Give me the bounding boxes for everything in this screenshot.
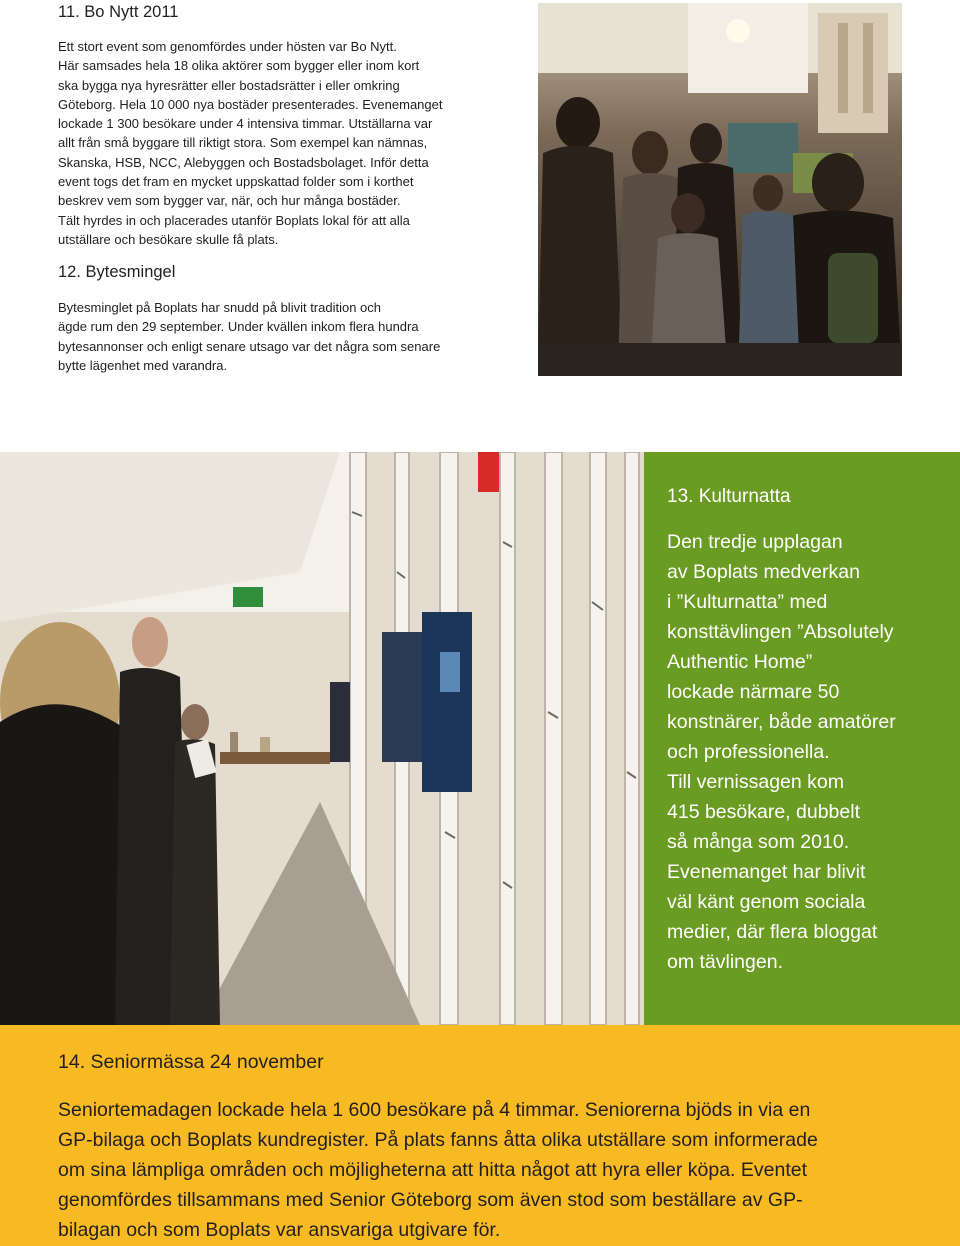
section-13-line: konstnärer, både amatörer: [667, 711, 896, 733]
gallery-photo: [0, 452, 644, 1025]
section-11-line: Skanska, HSB, NCC, Alebyggen och Bostadsbolaget. Inför detta: [58, 154, 429, 170]
section-13-line: Authentic Home”: [667, 651, 813, 673]
event-crowd-photo: [538, 3, 902, 376]
section-13-line: Evenemanget har blivit: [667, 861, 866, 883]
section-13-line: väl känt genom sociala: [667, 891, 866, 913]
section-13-heading: 13. Kulturnatta: [667, 486, 791, 507]
section-11-line: event togs det fram en mycket uppskattad folder som i korthet: [58, 174, 414, 190]
section-13-line: av Boplats medverkan: [667, 561, 860, 583]
section-11-line: Här samsades hela 18 olika aktörer som bygger eller inom kort: [58, 58, 420, 74]
section-11-line: Tält hyrdes in och placerades utanför Boplats lokal för att alla: [58, 212, 410, 228]
section-11-line: beskrev vem som bygger var, när, och hur många bostäder.: [58, 193, 401, 209]
section-12-line: bytte lägenhet med varandra.: [58, 357, 228, 373]
section-13-line: konsttävlingen ”Absolutely: [667, 621, 894, 643]
section-14-body: [58, 1095, 938, 1245]
section-14-line: genomfördes tillsammans med Senior Göteborg som även stod som beställare av GP-: [58, 1189, 803, 1211]
kulturnatta-panel: [644, 452, 960, 1025]
section-13-body: [667, 527, 957, 977]
section-14-line: Seniortemadagen lockade hela 1 600 besökare på 4 timmar. Seniorerna bjöds in via en: [58, 1099, 811, 1121]
section-13-line: Den tredje upplagan: [667, 531, 843, 553]
section-14-line: GP-bilaga och Boplats kundregister. På plats fanns åtta olika utställare som informerade: [58, 1129, 818, 1151]
section-12-line: Bytesminglet på Boplats har snudd på blivit tradition och: [58, 300, 382, 315]
section-11-line: Ett stort event som genomfördes under hösten var Bo Nytt.: [58, 39, 397, 54]
section-13-line: och professionella.: [667, 741, 830, 763]
section-11-line: ska bygga nya hyresrätter eller bostadsrätter i eller omkring: [58, 77, 400, 93]
section-13-line: om tävlingen.: [667, 951, 783, 973]
section-12-line: bytesannonser och enligt senare utsago var det några som senare: [58, 338, 441, 354]
section-13-line: 415 besökare, dubbelt: [667, 801, 860, 823]
section-13-line: Till vernissagen kom: [667, 771, 845, 793]
seniormassa-panel: [0, 1025, 960, 1246]
section-14-line: bilagan och som Boplats var ansvariga utgivare för.: [58, 1219, 501, 1241]
section-11-line: utställare och besökare skulle få plats.: [58, 231, 279, 247]
section-11-line: Göteborg. Hela 10 000 nya bostäder presenterades. Evenemanget: [58, 96, 443, 112]
section-14-line: om sina lämpliga områden och möjligheterna att hitta något att hyra eller köpa. Eventet: [58, 1159, 808, 1181]
section-12-body: [58, 298, 488, 375]
section-13-line: så många som 2010.: [667, 831, 850, 853]
section-11-line: lockade 1 300 besökare under 4 intensiva timmar. Utställarna var: [58, 116, 433, 132]
section-13-line: medier, där flera bloggat: [667, 921, 878, 943]
section-13-line: lockade närmare 50: [667, 681, 840, 703]
section-11-heading: 11. Bo Nytt 2011: [58, 3, 179, 21]
section-12-line: ägde rum den 29 september. Under kvällen inkom flera hundra: [58, 319, 419, 335]
section-13-line: i ”Kulturnatta” med: [667, 591, 828, 613]
section-11-line: allt från små byggare till riktigt stora. Som exempel kan nämnas,: [58, 135, 428, 151]
section-11-body: [58, 37, 488, 249]
section-14-heading: 14. Seniormässa 24 november: [58, 1051, 324, 1073]
section-12-heading: 12. Bytesmingel: [58, 263, 176, 281]
